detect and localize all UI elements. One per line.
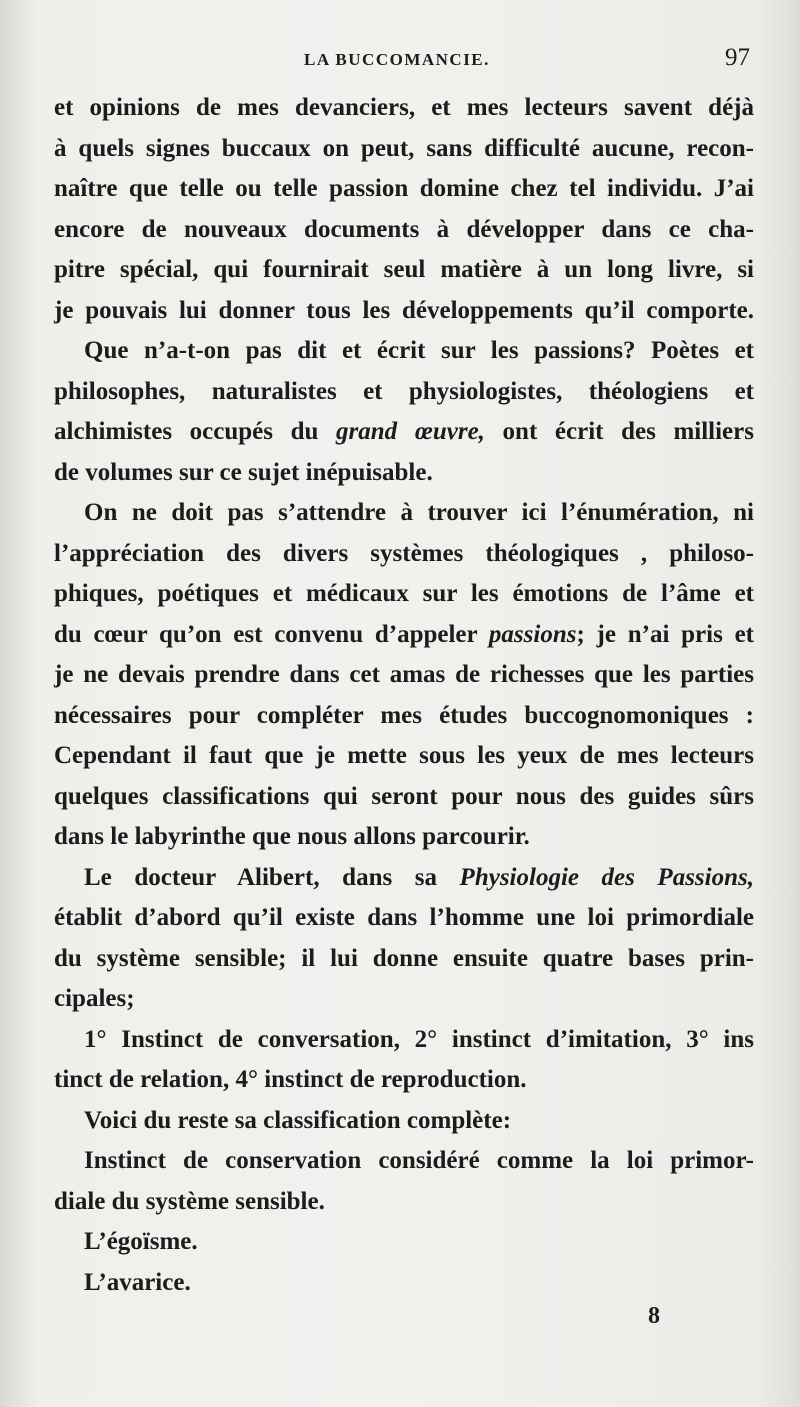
text-run: pitre spécial, qui fournirait seul matière à un long livre, si: [54, 256, 754, 283]
text-line: [54, 777, 754, 818]
text-run: 1° Instinct de conversation, 2° instinct d’imitation, 3° ins: [84, 1025, 754, 1053]
text-run: je ne devais prendre dans cet amas de richesses que les parties: [54, 661, 754, 688]
text-line: [54, 655, 754, 696]
text-run: L’égoïsme.: [84, 1228, 198, 1255]
text-run: diale du système sensible.: [54, 1187, 325, 1215]
text-line: [54, 1101, 754, 1142]
text-line: [54, 493, 754, 534]
text-line: [54, 534, 754, 575]
text-run: quelques classifications qui seront pour nous des guides sûrs: [54, 782, 754, 810]
text-line: [54, 736, 754, 777]
text-run: philosophes, naturalistes et physiologistes, théologiens et: [54, 377, 754, 405]
text-line: [54, 696, 754, 737]
text-run: cipales;: [54, 985, 135, 1012]
text-run: établit d’abord qu’il existe dans l’homme une loi primordiale: [54, 904, 754, 931]
text-line: [54, 1263, 754, 1304]
italic-run: Physiologie des Passions,: [459, 863, 754, 891]
text-line: [54, 291, 754, 332]
running-title: LA BUCCOMANCIE.: [304, 50, 490, 69]
text-line: [54, 858, 754, 899]
text-line: [54, 88, 754, 129]
text-run: je pouvais lui donner tous les développements qu’il comporte.: [54, 296, 754, 324]
text-run: et opinions de mes devanciers, et mes lecteurs savent déjà: [54, 94, 754, 121]
text-run: L’avarice.: [84, 1268, 191, 1296]
text-run: phiques, poétiques et médicaux sur les émotions de l’âme et: [54, 580, 754, 607]
text-line: [54, 898, 754, 939]
text-run: Voici du reste sa classification complète:: [84, 1106, 512, 1134]
text-run: tinct de relation, 4° instinct de reproduction.: [54, 1066, 527, 1093]
text-run: de volumes sur ce sujet inépuisable.: [54, 458, 433, 486]
text-line: [54, 372, 754, 413]
text-run: dans le labyrinthe que nous allons parcourir.: [54, 823, 530, 850]
text-run: naître que telle ou telle passion domine chez tel individu. J’ai: [54, 175, 754, 202]
text-run: Que n’a-t-on pas dit et écrit sur les passions? Poètes et: [84, 337, 754, 364]
page-number: 97: [725, 44, 750, 71]
text-line: [54, 250, 754, 291]
text-line: [54, 453, 754, 494]
signature-mark: 8: [648, 1303, 660, 1329]
text-line: [54, 574, 754, 615]
text-run: Le docteur Alibert, dans sa: [84, 863, 460, 891]
text-run: ont écrit des milliers: [484, 418, 754, 445]
text-run: Instinct de conservation considéré comme la loi primor-: [84, 1147, 754, 1174]
text-line: [54, 1020, 754, 1061]
text-line: [54, 412, 754, 453]
text-line: [54, 979, 754, 1020]
italic-run: grand œuvre,: [336, 418, 485, 445]
text-line: [54, 169, 754, 210]
text-run: du cœur qu’on est convenu d’appeler: [54, 620, 489, 648]
italic-run: passions: [488, 620, 577, 648]
text-run: encore de nouveaux documents à développer dans ce cha-: [54, 215, 754, 243]
text-run: Cependant il faut que je mette sous les yeux de mes lecteurs: [54, 742, 754, 769]
text-line: [54, 129, 754, 170]
text-line: [54, 1141, 754, 1182]
text-line: [54, 939, 754, 980]
text-run: nécessaires pour compléter mes études buccognomoniques :: [54, 701, 754, 729]
text-line: [54, 1222, 754, 1263]
text-run: l’appréciation des divers systèmes théologiques , philoso-: [54, 539, 754, 567]
text-line: [54, 1060, 754, 1101]
text-run: On ne doit pas s’attendre à trouver ici l’énumération, ni: [84, 499, 754, 526]
text-line: [54, 1182, 754, 1223]
text-line: [54, 817, 754, 858]
text-line: [54, 210, 754, 251]
text-run: ; je n’ai pris et: [576, 620, 754, 648]
text-run: du système sensible; il lui donne ensuite quatre bases prin-: [54, 944, 754, 972]
page-header: [54, 42, 754, 82]
text-line: [54, 331, 754, 372]
text-run: à quels signes buccaux on peut, sans difficulté aucune, recon-: [54, 134, 754, 162]
text-line: [54, 615, 754, 656]
body-text: [54, 88, 754, 1303]
text-run: alchimistes occupés du: [54, 418, 337, 445]
